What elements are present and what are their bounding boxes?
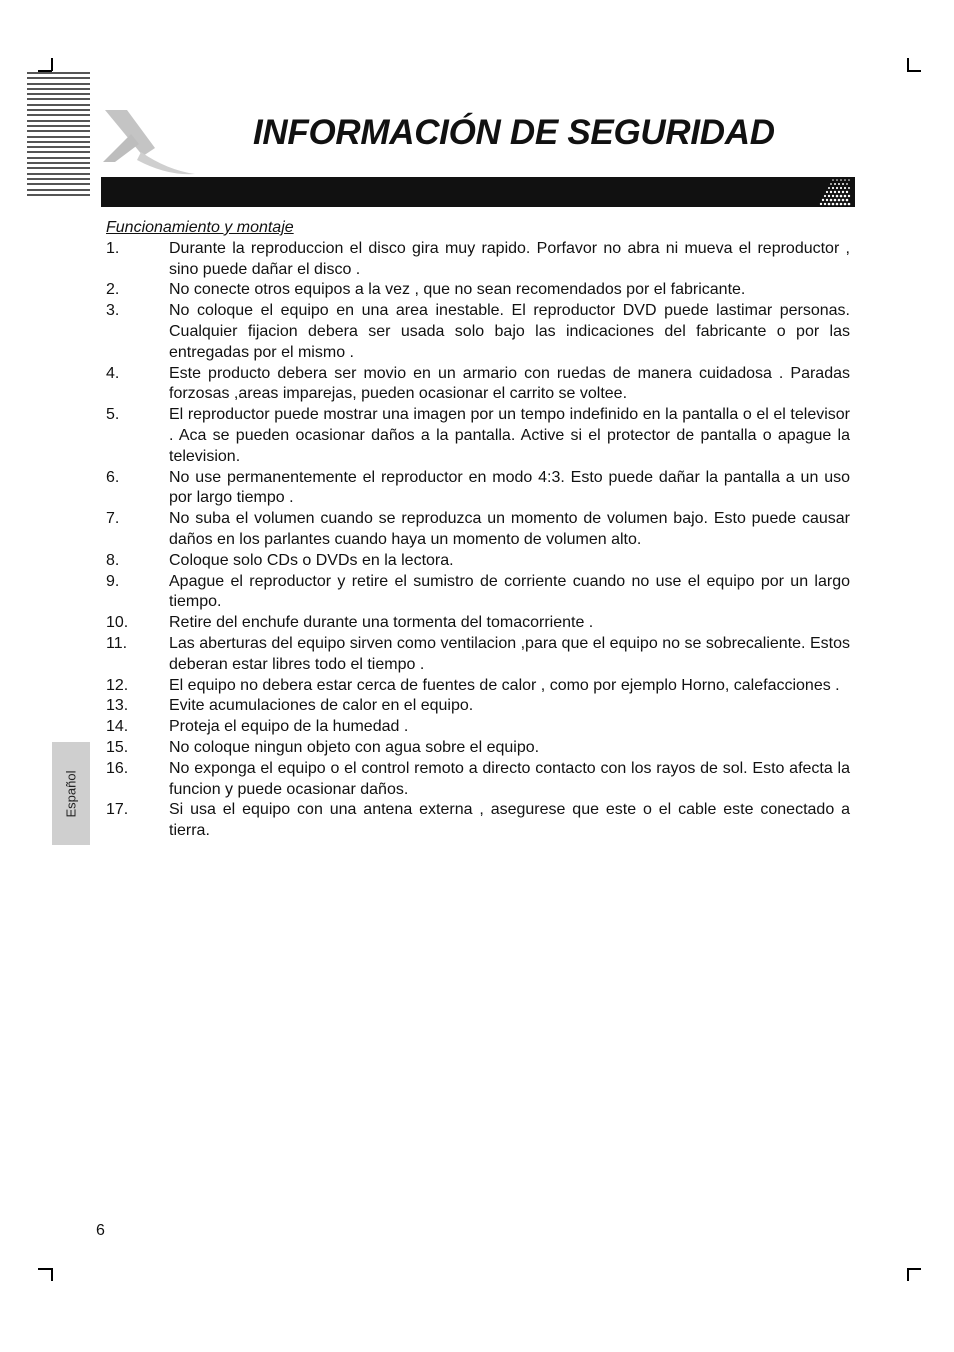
list-item-number: 5. — [106, 406, 120, 424]
list-item-text: No exponga el equipo o el control remoto a directo contacto con los rayos de sol. Esto afecta la funcion y puede ocasionar daños. — [169, 759, 850, 798]
list-item-text: Evite acumulaciones de calor en el equipo. — [169, 697, 474, 715]
list-item-text: El equipo no debera estar cerca de fuentes de calor , como por ejemplo Horno, calefacciones . — [169, 676, 840, 694]
list-item-text: No suba el volumen cuando se reproduzca un momento de volumen bajo. Esto puede causar daños en los parlantes cuando haya un momento de volumen alto. — [169, 510, 850, 548]
list-item-text: No conecte otros equipos a la vez , que no sean recomendados por el fabricante. — [169, 281, 746, 299]
list-item-number: 12. — [106, 676, 129, 694]
list-item — [106, 717, 850, 738]
list-item — [106, 280, 850, 301]
list-item-text: El reproductor puede mostrar una imagen por un tempo indefinido en la pantalla o el el televisor . Aca se pueden ocasionar daños a la pantalla. Active si el protector de pantalla o apague la television. — [169, 406, 850, 465]
page-title: INFORMACIÓN DE SEGURIDAD — [253, 113, 775, 152]
list-item-text: Retire del enchufe durante una tormenta del tomacorriente . — [169, 614, 594, 632]
list-item-number: 16. — [106, 759, 129, 777]
section-subtitle: Funcionamiento y montaje — [106, 219, 294, 236]
list-item-text: Si usa el equipo con una antena externa , asegurese que este o el cable este conectado a tierra. — [169, 801, 850, 840]
list-item-text: Durante la reproduccion el disco gira muy rapido. Porfavor no abra ni mueva el reproductor , sino puede dañar el disco . — [169, 239, 850, 278]
list-item — [106, 239, 850, 281]
x-brand-logo-icon — [97, 104, 197, 180]
list-item — [106, 468, 850, 510]
list-item-number: 7. — [106, 510, 120, 528]
list-item — [106, 738, 850, 759]
language-tab — [52, 742, 90, 845]
header-stripes — [27, 72, 90, 200]
list-item-number: 1. — [106, 239, 120, 257]
list-item-number: 13. — [106, 697, 129, 715]
list-item — [106, 800, 850, 842]
list-item — [106, 634, 850, 676]
list-item-text: Este producto debera ser movio en un armario con ruedas de manera cuidadosa . Paradas forzosas ,areas imparejas, pueden ocasionar el carrito se voltee. — [169, 364, 850, 403]
list-item-number: 10. — [106, 614, 129, 632]
list-item — [106, 613, 850, 634]
header-bar — [101, 177, 855, 207]
list-item-number: 11. — [106, 634, 128, 652]
list-item-text: Coloque solo CDs o DVDs en la lectora. — [169, 551, 454, 569]
list-item-number: 4. — [106, 364, 120, 382]
list-item — [106, 405, 850, 467]
list-item — [106, 572, 850, 614]
list-item-number: 6. — [106, 468, 120, 486]
list-item-number: 15. — [106, 738, 129, 756]
list-item-text: Apague el reproductor y retire el sumistro de corriente cuando no use el equipo por un largo tiempo. — [169, 572, 850, 611]
list-item-text: No use permanentemente el reproductor en modo 4:3. Esto puede dañar la pantalla a un uso por largo tiempo . — [169, 468, 850, 507]
list-item-number: 17. — [106, 801, 129, 819]
list-item — [106, 676, 850, 697]
list-item-text: No coloque ningun objeto con agua sobre el equipo. — [169, 738, 540, 756]
halftone-dots — [815, 177, 855, 207]
page-number: 6 — [96, 1222, 105, 1239]
list-item — [106, 759, 850, 801]
list-item — [106, 509, 850, 551]
list-item-number: 8. — [106, 551, 120, 569]
list-item — [106, 696, 850, 717]
list-item-number: 9. — [106, 572, 120, 590]
list-item-text: Proteja el equipo de la humedad . — [169, 718, 409, 736]
list-item — [106, 364, 850, 406]
safety-list — [106, 239, 850, 842]
safety-section — [106, 218, 850, 842]
list-item-text: Las aberturas del equipo sirven como ventilacion ,para que el equipo no se sobrecaliente. Estos deberan estar libres todo el tiempo . — [169, 634, 850, 673]
list-item-number: 3. — [106, 302, 120, 320]
list-item — [106, 301, 850, 363]
list-item — [106, 551, 850, 572]
list-item-number: 2. — [106, 281, 120, 299]
list-item-number: 14. — [106, 718, 129, 736]
list-item-text: No coloque el equipo en una area inestable. El reproductor DVD puede lastimar personas. Cualquier fijacion debera ser usada solo bajo las indicaciones del fabricante o por las entregadas por el mismo . — [169, 302, 850, 361]
language-tab-label: Español — [63, 770, 79, 817]
